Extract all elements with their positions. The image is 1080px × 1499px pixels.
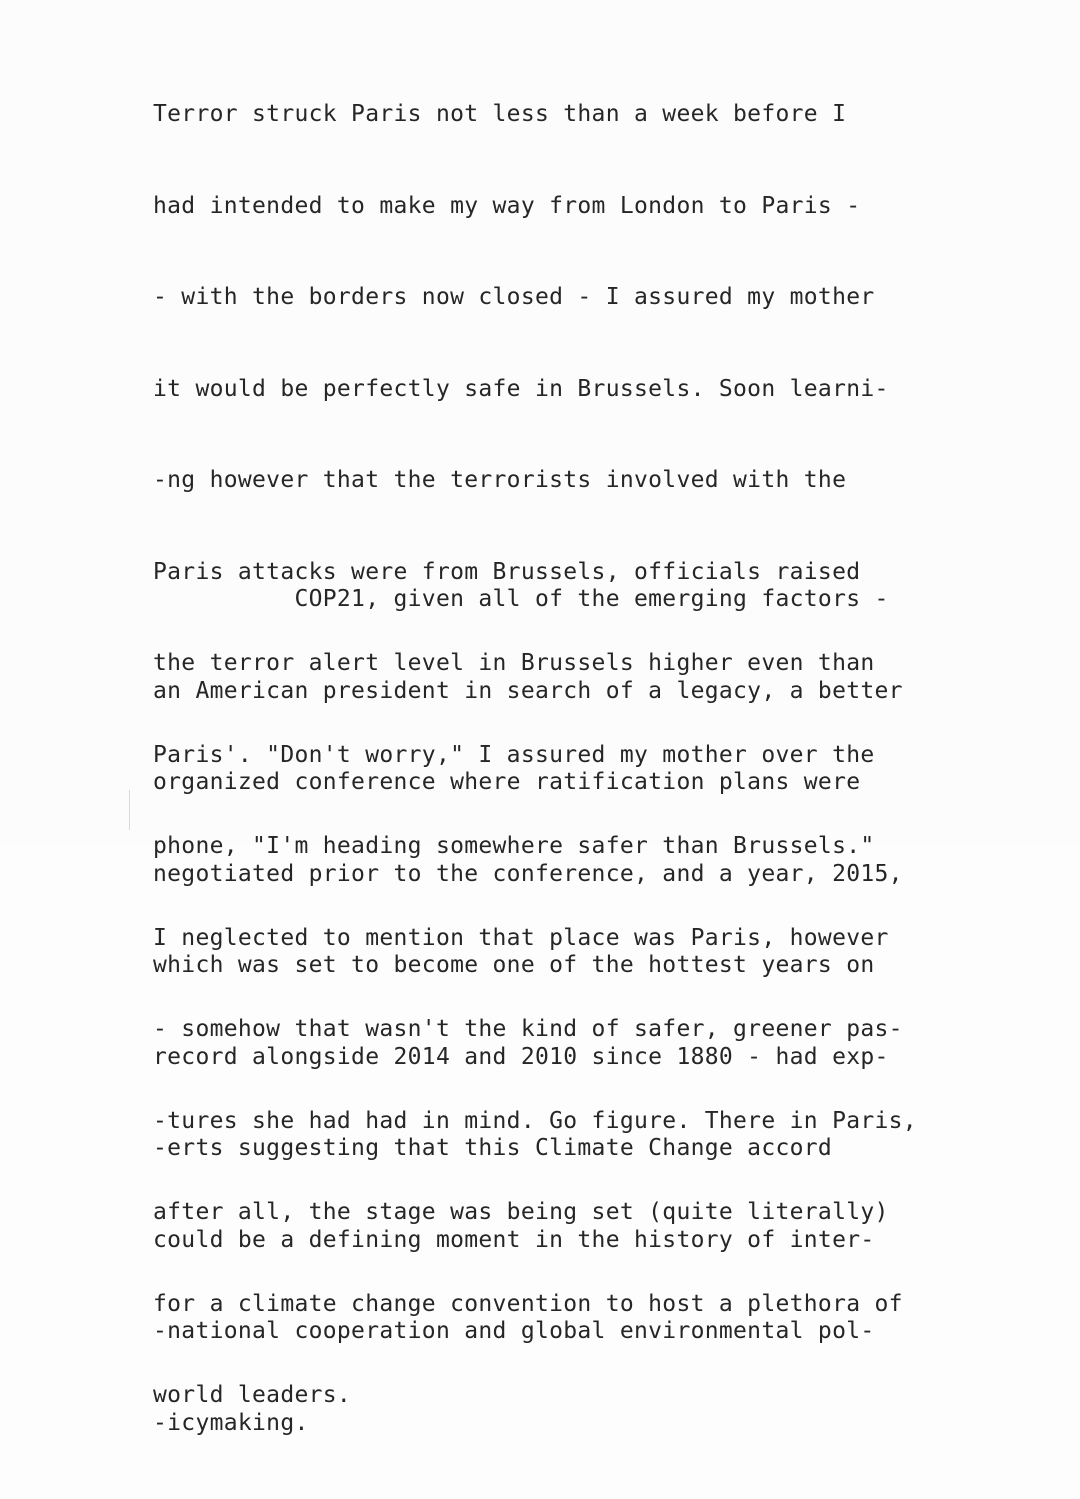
text-line: phone, "I'm heading somewhere safer than Brussels." — [153, 833, 875, 859]
text-line: -tures she had had in mind. Go figure. There in Paris, — [153, 1107, 917, 1134]
text-line: it would be perfectly safe in Brussels. Soon learni- — [153, 375, 889, 402]
paragraph-2 — [153, 523, 1053, 1499]
margin-rule — [129, 790, 130, 830]
text-line: -erts suggesting that this Climate Change accord — [153, 1135, 833, 1161]
text-line: -national cooperation and global environmental pol- — [153, 1318, 875, 1344]
text-line: - somehow that wasn't the kind of safer, greener pas- — [153, 1016, 903, 1042]
text-line: I neglected to mention that place was Paris, however — [153, 924, 889, 951]
text-line: COP21, given all of the emerging factors - — [153, 586, 889, 612]
text-line: negotiated prior to the conference, and a year, 2015, — [153, 860, 903, 887]
text-line: Paris attacks were from Brussels, officials raised — [153, 558, 861, 585]
text-line: an American president in search of a legacy, a better — [153, 677, 903, 704]
text-line: -ng however that the terrorists involved with the — [153, 467, 847, 493]
text-line: Paris'. "Don't worry," I assured my mother over the — [153, 741, 875, 768]
text-line: which was set to become one of the hottest years on — [153, 952, 875, 978]
text-line: after all, the stage was being set (quite literally) — [153, 1199, 889, 1225]
text-line: record alongside 2014 and 2010 since 1880 - had exp- — [153, 1043, 889, 1070]
text-line: could be a defining moment in the history of inter- — [153, 1226, 875, 1253]
text-line: had intended to make my way from London to Paris - — [153, 192, 861, 219]
text-line: - with the borders now closed - I assured my mother — [153, 284, 875, 310]
text-line: for a climate change convention to host a plethora of — [153, 1290, 903, 1317]
text-line: the terror alert level in Brussels higher even than — [153, 650, 875, 676]
text-line: -icymaking. — [153, 1409, 309, 1436]
text-line: world leaders. — [153, 1382, 352, 1408]
text-line: Terror struck Paris not less than a week before I — [153, 101, 847, 127]
text-line: organized conference where ratification plans were — [153, 769, 861, 795]
